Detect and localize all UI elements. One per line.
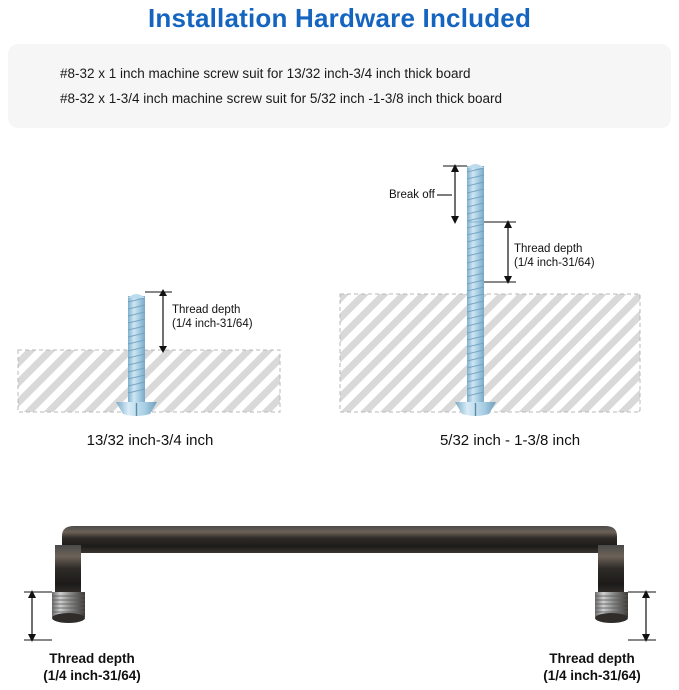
left-thread-depth-label-line1: Thread depth bbox=[172, 304, 241, 316]
handle-left-depth-dimension bbox=[24, 590, 52, 642]
right-board-caption: 5/32 inch - 1-3/8 inch bbox=[439, 432, 581, 449]
left-board-caption: 13/32 inch-3/4 inch bbox=[86, 432, 214, 449]
handle-right-thread-depth-label bbox=[512, 650, 672, 684]
right-thread-depth-dimension bbox=[484, 220, 516, 284]
handle-right-thread-depth-line2: (1/4 inch-31/64) bbox=[543, 668, 641, 683]
right-board-illustration bbox=[340, 294, 640, 412]
hardware-note-line-2: #8-32 x 1-3/4 inch machine screw suit for 5/32 inch -1-3/8 inch thick board bbox=[60, 91, 502, 106]
right-thread-depth-label bbox=[514, 242, 595, 270]
page-title: Installation Hardware Included bbox=[147, 3, 532, 33]
handle-left-thread-depth-label bbox=[12, 650, 172, 684]
handle-left-thread-depth-line1: Thread depth bbox=[49, 651, 135, 666]
left-thread-depth-label bbox=[172, 303, 253, 331]
cabinet-pull-illustration bbox=[52, 526, 628, 623]
break-off-dimension bbox=[437, 164, 467, 224]
left-thread-depth-dimension bbox=[145, 289, 172, 353]
handle-right-depth-dimension bbox=[628, 590, 656, 642]
handle-left-thread-depth-line2: (1/4 inch-31/64) bbox=[43, 668, 141, 683]
break-off-label: Break off bbox=[389, 189, 435, 201]
right-thread-depth-label-line1: Thread depth bbox=[514, 243, 583, 255]
hardware-note-line-1: #8-32 x 1 inch machine screw suit for 13/32 inch-3/4 inch thick board bbox=[60, 66, 471, 81]
right-thread-depth-label-line2: (1/4 inch-31/64) bbox=[514, 257, 595, 269]
handle-right-thread-depth-line1: Thread depth bbox=[549, 651, 635, 666]
left-thread-depth-label-line2: (1/4 inch-31/64) bbox=[172, 318, 253, 330]
